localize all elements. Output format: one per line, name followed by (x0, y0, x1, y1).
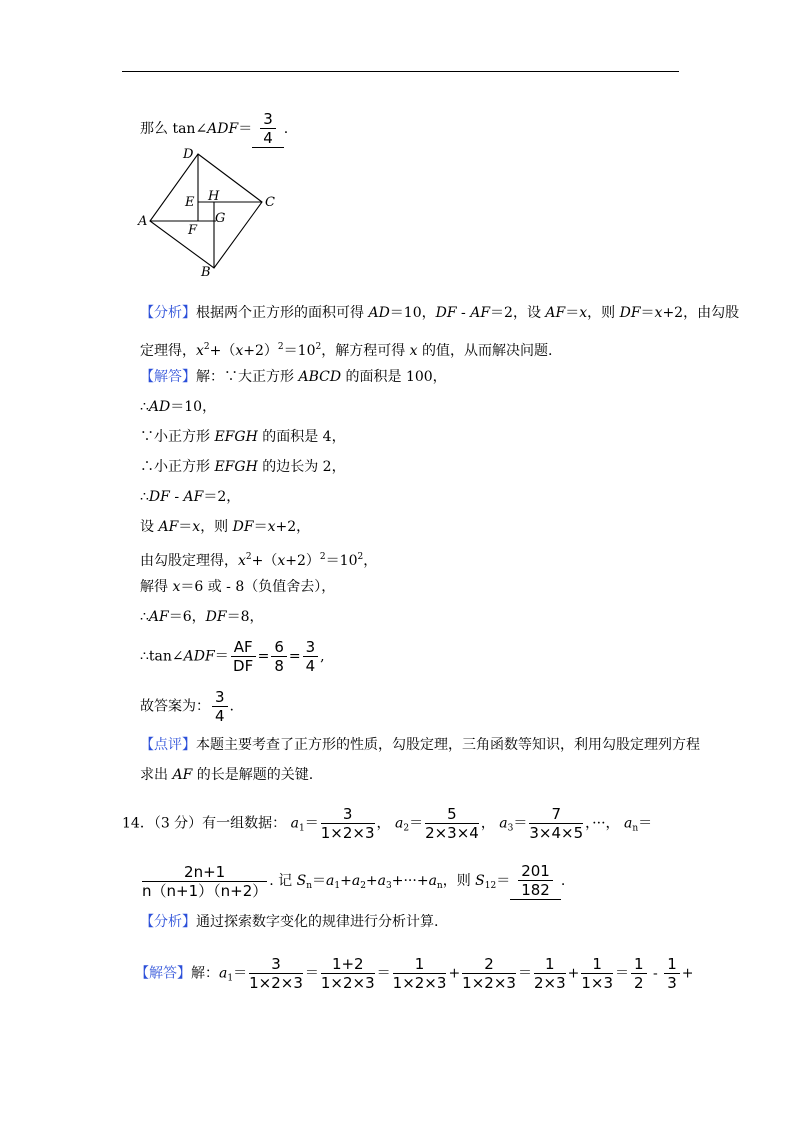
solution-14-line: 【解答】解：$a_1=$ $\frac{3}{1\times 2\times 3}$ ＝ $\frac{1+2}{1\times 2\times 3}$ ＝ $\frac{1}{1\times 2\times 3}$ + $\frac{2}{1\times 2\times 3}$ ＝ $\frac{1}{2\times 3}$ + $\frac{1}{1\times 3}$ ＝ $\frac{1}{2}$ - $\frac{1}{3}$ + (135, 955, 694, 992)
analysis-14-line: 【分析】通过探索数字变化的规律进行分析计算. (140, 914, 439, 930)
solution-line-10: ∴tan∠ADF＝ $\frac{AF}{DF}$ = $\frac{6}{8}$ = $\frac{3}{4}$ , (140, 638, 325, 675)
solution-line-7: 由勾股定理得，$x^2+(x+2)^2=10^2$， (140, 552, 378, 569)
comment-line-1: 【点评】本题主要考查了正方形的性质，勾股定理，三角函数等知识，利用勾股定理列方程 (140, 737, 700, 753)
solution-line-2: ∴AD＝10， (140, 399, 217, 415)
header-rule (122, 71, 679, 72)
label-g: G (215, 211, 226, 226)
question-14-line-2: $\frac{2n+1}{n(n+1)(n+2)}$ . 记 $S_n=a_1+a_2+a_3+\cdot\cdot\cdot+a_n$，则 $S_{12}=$ $\frac{201}{182}$ . (142, 862, 566, 900)
comment-line-2: 求出 AF 的长是解题的关键. (140, 767, 314, 783)
label-c: C (265, 195, 275, 210)
solution-line-6: 设 AF＝x，则 DF＝x+2， (140, 519, 311, 535)
solution-line-1: 【解答】解：∵大正方形 ABCD 的面积是 100， (140, 369, 447, 385)
square-abcd (150, 154, 262, 268)
question-14-line-1: 14．（3 分）有一组数据： $a_1=$ $\frac{3}{1\times 2\times 3}$ ， $a_2=$ $\frac{5}{2\times 3\times 4}$ ， $a_3=$ $\frac{7}{3\times 4\times 5}$ ，···， $a_n=$ (122, 805, 653, 842)
label-d: D (183, 147, 194, 162)
label-h: H (208, 189, 220, 204)
label-b: B (201, 265, 211, 280)
label-e: E (185, 195, 195, 210)
geometry-figure (135, 140, 280, 280)
solution-line-8: 解得 x＝6 或 - 8（负值舍去）， (140, 579, 336, 595)
solution-line-5: ∴DF - AF＝2， (140, 489, 241, 505)
solution-line-11: 故答案为： $\frac{3}{4}$ . (140, 688, 234, 725)
intro-line: 那么 tan∠ADF＝ $\frac{3}{4}$ . (140, 110, 289, 147)
label-a: A (138, 214, 148, 229)
solution-line-4: ∴小正方形 EFGH 的边长为 2， (140, 459, 346, 475)
solution-line-9: ∴AF＝6，DF＝8， (140, 609, 264, 625)
solution-line-3: ∵小正方形 EFGH 的面积是 4， (140, 429, 346, 445)
label-f: F (188, 223, 198, 238)
analysis-line-2: 定理得，$x^2+(x+2)^2=10^2$，解方程可得 x 的值，从而解决问题. (140, 342, 553, 359)
analysis-line-1: 【分析】根据两个正方形的面积可得 AD＝10，DF - AF＝2，设 AF＝x，则 DF＝x+2，由勾股 (140, 305, 740, 321)
